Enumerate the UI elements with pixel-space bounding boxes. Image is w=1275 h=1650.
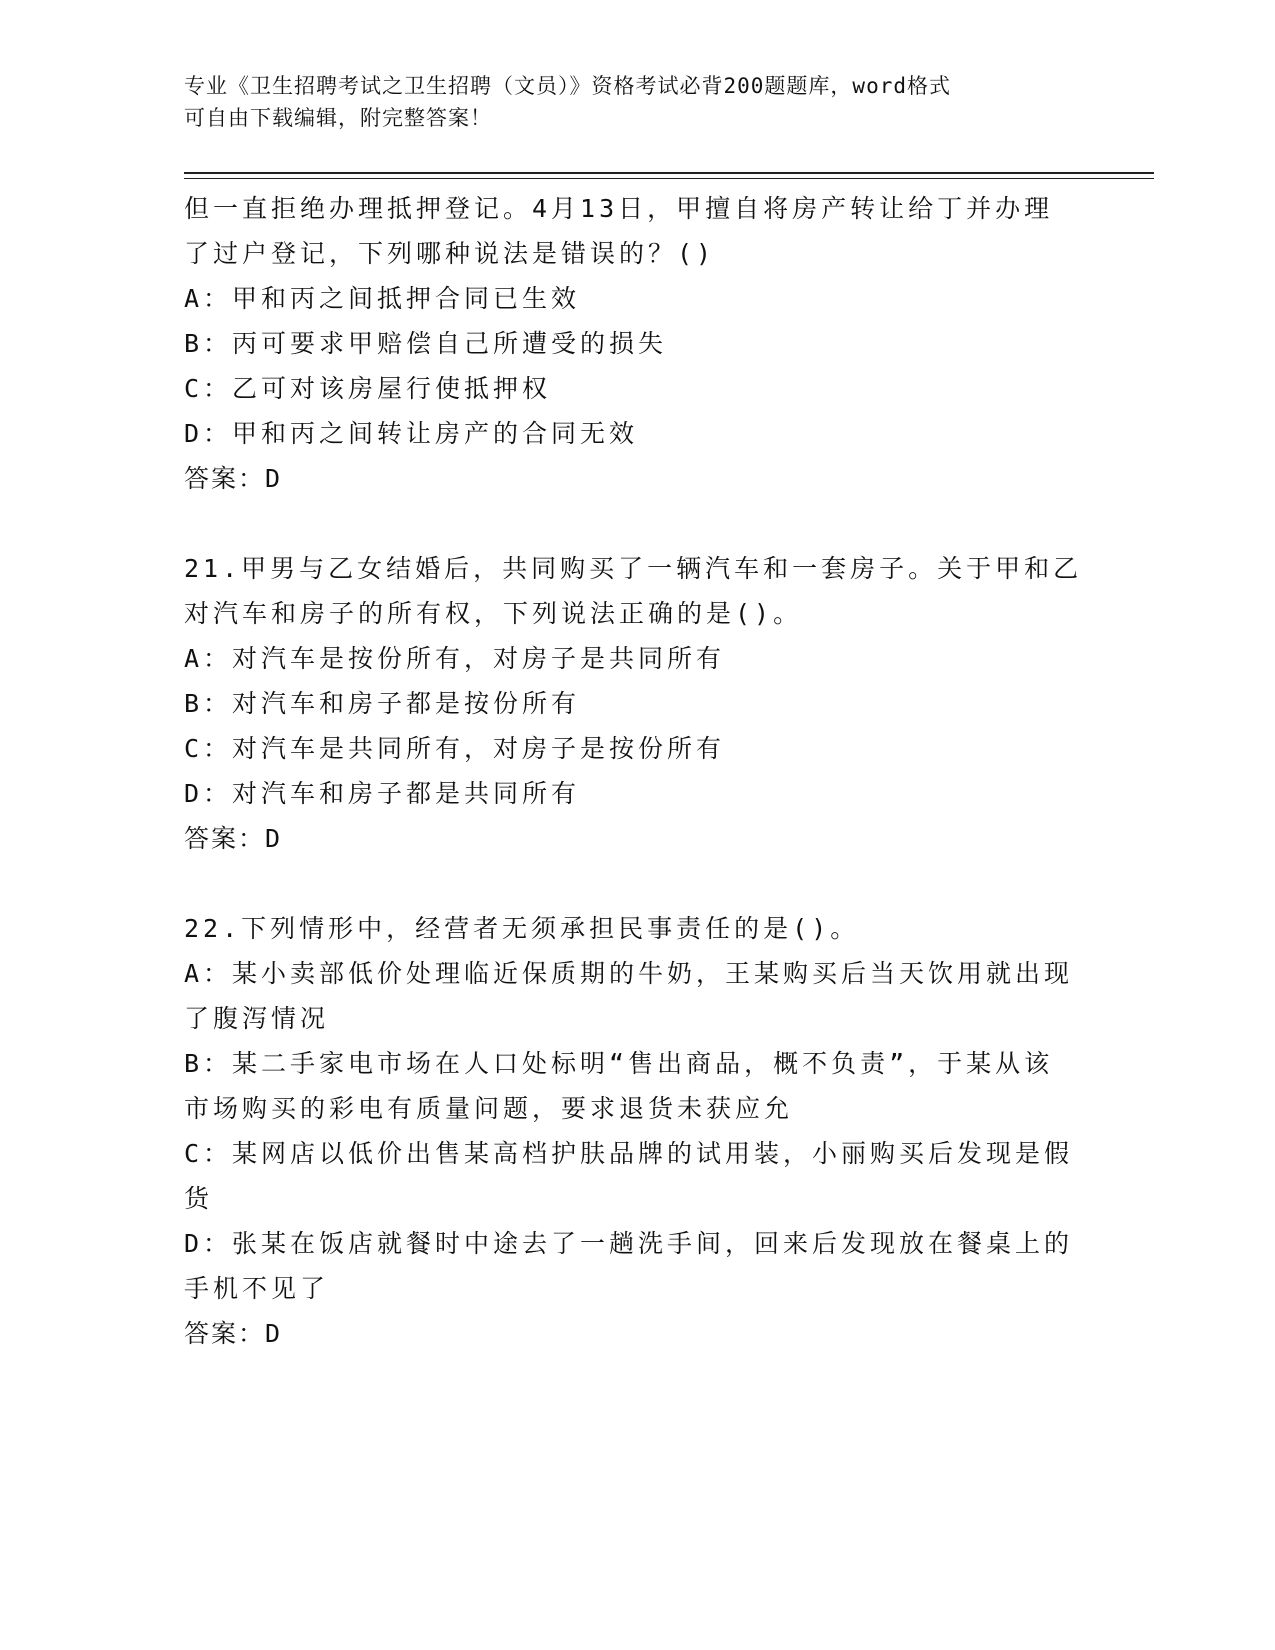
question-spacer <box>184 861 1064 906</box>
question-spacer <box>184 501 1064 546</box>
option-c: C：对汽车是共同所有，对房子是按份所有 <box>184 734 726 763</box>
question-stem-line: 但一直拒绝办理抵押登记。4月13日，甲擅自将房产转让给丁并办理 <box>184 194 1054 223</box>
page-header <box>184 70 1064 134</box>
header-divider-thick <box>184 172 1154 174</box>
option-d: D：张某在饭店就餐时中途去了一趟洗手间，回来后发现放在餐桌上的 <box>184 1229 1074 1258</box>
option-d: D：对汽车和房子都是共同所有 <box>184 779 581 808</box>
question-21 <box>184 546 1083 861</box>
option-b: B：对汽车和房子都是按份所有 <box>184 689 581 718</box>
option-a: A：甲和丙之间抵押合同已生效 <box>184 284 581 313</box>
answer-label: 答案：D <box>184 824 283 853</box>
question-22 <box>184 906 1074 1356</box>
option-a-continued: 了腹泻情况 <box>184 1004 330 1033</box>
option-c: C：某网店以低价出售某高档护肤品牌的试用装，小丽购买后发现是假 <box>184 1139 1074 1168</box>
option-b-continued: 市场购买的彩电有质量问题，要求退货未获应允 <box>184 1094 794 1123</box>
header-title-line-2: 可自由下载编辑，附完整答案！ <box>184 106 492 130</box>
question-stem-line: 21.甲男与乙女结婚后，共同购买了一辆汽车和一套房子。关于甲和乙 <box>184 554 1083 583</box>
header-divider-thin <box>184 178 1154 179</box>
question-stem-line: 22.下列情形中，经营者无须承担民事责任的是()。 <box>184 914 860 943</box>
question-stem-line: 了过户登记，下列哪种说法是错误的？() <box>184 239 716 268</box>
option-c: C：乙可对该房屋行使抵押权 <box>184 374 552 403</box>
option-d-continued: 手机不见了 <box>184 1274 330 1303</box>
question-20 <box>184 186 1064 501</box>
option-a: A：某小卖部低价处理临近保质期的牛奶，王某购买后当天饮用就出现 <box>184 959 1074 988</box>
option-d: D：甲和丙之间转让房产的合同无效 <box>184 419 639 448</box>
option-c-continued: 货 <box>184 1184 214 1213</box>
option-a: A：对汽车是按份所有，对房子是共同所有 <box>184 644 726 673</box>
answer-label: 答案：D <box>184 1319 283 1348</box>
header-title-line-1: 专业《卫生招聘考试之卫生招聘（文员）》资格考试必背200题题库，word格式 <box>184 74 951 98</box>
question-content <box>184 186 1083 1356</box>
answer-label: 答案：D <box>184 464 283 493</box>
question-stem-line: 对汽车和房子的所有权，下列说法正确的是()。 <box>184 599 803 628</box>
option-b: B：丙可要求甲赔偿自己所遭受的损失 <box>184 329 668 358</box>
option-b: B：某二手家电市场在人口处标明“售出商品，概不负责”，于某从该 <box>184 1049 1054 1078</box>
